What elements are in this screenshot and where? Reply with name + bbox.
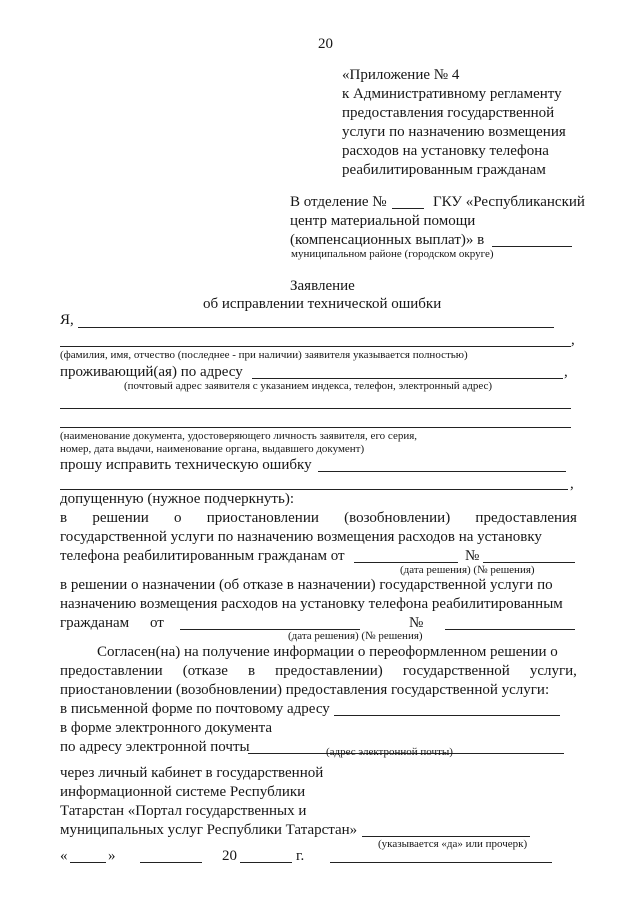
word: в [247,663,256,679]
option-appointment-line3a: гражданам [60,615,130,631]
word: решении [92,510,149,526]
number-sign: № [465,548,480,564]
applicant-name-field-1[interactable] [78,327,554,328]
ya-label: Я, [60,312,74,328]
addressee-line2: центр материальной помощи [290,213,476,229]
cabinet-line1: через личный кабинет в государственной [60,765,324,781]
cabinet-field[interactable] [362,836,530,837]
appendix-line: услуги по назначению возмещения [342,124,566,140]
option-suspension-line3: телефона реабилитированным гражданам от [60,548,345,564]
decision-date-field-1[interactable] [354,562,458,563]
word: государственной [402,663,510,679]
appendix-line: расходов на установку телефона [342,143,549,159]
document-hint-1: (наименование документа, удостоверяющего личность заявителя, его серия, [60,430,418,442]
document-title: Заявление [290,278,355,294]
appendix-line: предоставления государственной [342,105,555,121]
appendix-line: «Приложение № 4 [342,67,460,83]
date-quote-open: « [60,848,68,864]
consent-line3: приостановлении (возобновлении) предоставления государственной услуги: [60,682,550,698]
yes-hint: (указывается «да» или прочерк) [378,838,528,850]
date-year-field[interactable] [240,862,292,863]
option-appointment-line2: назначению возмещения расходов на установку телефона реабилитированным [60,596,563,612]
word: (отказе [182,663,228,679]
by-mail-label: в письменной форме по почтовому адресу [60,701,330,717]
addressee-line3: (компенсационных выплат)» в [290,232,485,248]
error-description-field-1[interactable] [318,471,566,472]
appendix-line: к Административному регламенту [342,86,562,102]
department-number-field[interactable] [392,208,424,209]
page-number: 20 [318,36,333,52]
comma: , [571,332,575,348]
addressee-line1-suffix: ГКУ «Республиканский [433,194,585,210]
cabinet-line4: муниципальных услуг Республики Татарстан» [60,822,358,838]
word: о [174,510,182,526]
document-hint-2: номер, дата выдачи, наименование органа, выдавшего документ) [60,443,365,455]
request-label: прошу исправить техническую ошибку [60,457,312,473]
error-description-field-2[interactable] [60,489,568,490]
decision-number-field-2[interactable] [445,629,575,630]
applicant-name-field-2[interactable] [60,346,571,347]
cabinet-line3: Татарстан «Портал государственных и [60,803,307,819]
fio-hint: (фамилия, имя, отчество (последнее - при наличии) заявителя указывается полностью) [60,349,468,361]
consent-line1: Согласен(на) на получение информации о переоформленном решении о [97,644,558,660]
by-mail-field[interactable] [334,715,560,716]
option-appointment-line3b: от [150,615,164,631]
word: предоставлении [60,663,163,679]
address-field[interactable] [252,378,563,379]
comma: , [570,476,574,492]
document-subtitle: об исправлении технической ошибки [203,296,442,312]
date-quote-close: » [108,848,116,864]
address-field-2[interactable] [60,408,571,409]
number-sign: № [409,615,424,631]
address-hint: (почтовый адрес заявителя с указанием индекса, телефон, электронный адрес) [124,380,493,392]
email-hint: (адрес электронной почты) [326,746,453,758]
word: приостановлении [206,510,319,526]
option-suspension-line1[interactable] [60,511,577,526]
year-prefix: 20 [222,848,237,864]
date-day-field[interactable] [70,862,106,863]
word: предоставления [475,510,577,526]
identity-document-field[interactable] [60,427,571,428]
electronic-doc-label: в форме электронного документа [60,720,273,736]
appendix-line: реабилитированным гражданам [342,162,546,178]
district-hint: муниципальном районе (городском округе) [291,248,494,260]
decision-number-field-1[interactable] [483,562,575,563]
word: (возобновлении) [344,510,451,526]
decision-hint-2: (дата решения) (№ решения) [288,630,423,642]
date-month-field[interactable] [140,862,202,863]
option-suspension-line2: государственной услуги по назначению возмещения расходов на установку [60,529,542,545]
decision-hint-1: (дата решения) (№ решения) [400,564,535,576]
option-appointment-line1: в решении о назначении (об отказе в назначении) государственной услуги по [60,577,553,593]
signature-field[interactable] [330,862,552,863]
addressee-line1-prefix: В отделение № [290,194,387,210]
word: услуги, [529,663,577,679]
comma: , [564,364,568,380]
consent-line2 [60,664,577,679]
word: в [60,510,68,526]
cabinet-line2: информационной системе Республики [60,784,306,800]
year-suffix: г. [296,848,305,864]
by-email-label: по адресу электронной почты [60,739,250,755]
district-field[interactable] [492,246,572,247]
word: предоставлении) [275,663,383,679]
admitted-label: допущенную (нужное подчеркнуть): [60,491,294,507]
residing-label: проживающий(ая) по адресу [60,364,243,380]
